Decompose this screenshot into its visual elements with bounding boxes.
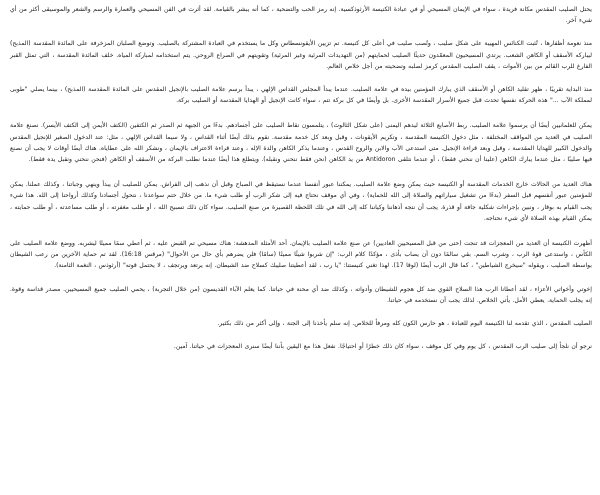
paragraph-churches: منذ نعومة أظفارها ، تُثبت الكنائس المهيبة على شكل صليب ، وتُصب صليب في أعلى كل كنيسة. تم تزيين الأيقونسطاس وكل ما يستخدم في العبادة المشتركة بالصليب. وتوضع الصلبان المزخرفة على المائدة المقدسة (المذبح) ليباركه الأسقف أو الكاهن الشعب. يرتدي المسيحيون المعمّدون حديثًا الصليب لحمايتهم (من التهديدات المرئية وغير المرئية) وتقويتهم في الصراع الروحي. يتم استخدامه لمباركة المياه. خلف المائدة المقدسة ، التي تمثل القبر الفارغ للرب القائم من بين الأموات ، يقف الصليب المقدس كرمز لصلبه وتضحيته من أجل خلاص العالم.: [10, 40, 592, 70]
paragraph-miracles: أظهرت الكنيسة أن العديد من المعجزات قد تنجت (حتى من قبل المسيحيين العاديين) عن صنع علامة الصليب بالإيمان. أحد الأمثلة المدهشة: هناك مسيحي تم القبض عليه ، ثم أعطي سمًا مميتًا ليشربه. ووضع علامة الصليب على الكأس ، واستدعى قوة الرب ، وشرب السم. بقي سالمًا دون أن يصاب بأذى ، مؤكدًا كلام الرب: "إن شربوا شيئًا مميتًا (سامًا) فلن يضرهم بأي حال من الأحوال" (مرقس 16:18). لقد تم حماية الآخرين من رعب الشيطان بواسطة الصليب ، ويقوله "سيخرج الشياطين" ، كما قال الرب أيضًا (لوقا 17). لهذا تغني كنيستنا: "يا رب ، لقد أعطيتنا صليبك كسلاح ضد الشيطان. إنه يرتعد ويرتجف ، لا يحتمل قوته" (أرثوذس ، النغمة الثامنة).: [10, 240, 592, 270]
paragraph-weapon: إخوتي وأخواتي الأعزاء ، لقد أعطانا الرب هذا السلاح القوي ضد كل هجوم للشيطان وأدواته ، وكذلك ضد أي محنة في حياتنا. كما يعلم الآباء القديسون (من خلال التجربة) ، يحمي الصليب جميع المسيحيين. مصدر قداسة وقوة. إنه يجلب الحماية. يعطي الأمل. يأتي الخلاص. لذلك يجب أن نستخدمه في حياتنا.: [10, 285, 592, 304]
paragraph-guardian: الصليب المقدس ، الذي تقدمه لنا الكنيسة اليوم للعبادة ، هو حارس الكون كله ومرفأ للخلاص. إنه سلم يأخذنا إلى الجنة ، وإلى أكثر من ذلك بكثير.: [217, 320, 592, 328]
paragraph-closing: نرجو أن نلجأ إلى صليب الرب المقدس ، كل يوم وفي كل موقف ، سواء كان ذلك خطرًا أو احتياجًا. نفعل هذا مع اليقين بأننا أيضًا سنرى المعجزات في حياتنا. آمين.: [173, 343, 592, 351]
paragraph-clergy-blessing: منذ البداية تقريبًا ، ظهر تقليد الكاهن أو الأسقف الذي يبارك المؤمنين بيده في علامة الصليب. عندما يبدأ المجلس القداس الإلهي ، يبدأ برسم علامة الصليب بالإنجيل المقدس على المائدة المقدسة (المذبح) ، بينما يصلي "طوبى لمملكة الآب ..." هذه الحركة نفسها تحدث قبل جميع الأسرار المقدسة الأخرى. بل وأيضًا في كل بركة تتم ، سواء كانت الإنجيل أو الهدايا المقدسة أو الصليب بركة.: [10, 86, 592, 105]
paragraph-daily-life: هناك العديد من الحالات خارج الخدمات المقدسة أو الكنيسة حيث يمكن وضع علامة الصليب. يمكننا عبور أنفسنا عندما نستيقظ في الصباح وقبل أن نذهب إلى الفراش. يمكن للصليب أن يبدأ وينهي وجباتنا ، وكذلك عملنا. يمكن للمؤمنين عبور أنفسهم قبل السفر (بدءًا من تشغيل سياراتهم والصلاة إلى الله للحماية) ، وفي أي موقف نحتاج فيه إلى شكر الرب أو طلب شيء ما. من خلال حتم سواعدنا ، نتحول أجسادنا وكذلك أرواحنا إلى الله. هذا شيء يجب القيام به بوقار ، ونبين بإجراءات شكلية جافة أو قذرة. يجب أن نتجه أذهاننا وكياننا كله إلى الله في تلك اللحظة القصيرة من صنع الصليب. سواء كان ذلك تسبيح الله ، أو طلب مغفرته ، أو طلب مساعدته ، أو طلب حمايته ، يمكن القيام بهذه الصلاة لأي شيء نحتاجه.: [10, 181, 592, 222]
paragraph-intro: يحتل الصليب المقدس مكانة فريدة ، سواء في الإيمان المسيحي أو في عبادة الكنيسة الأرثوذكسية. إنه رمز الحب والتضحية ، كما أنه يبشر بالقيامة. لقد أثرت في الفن المسيحي والعمارة والرسم والشعر والموسيقى أكثر من أي شيء آخر.: [10, 6, 592, 25]
paragraph-laity-sign: يمكن للعلمانيين أيضًا أن يرسموا علامة الصليب. ربط الأصابع الثلاثة ليدهم اليمنى (على شكل الثالوث) ، يتلمسون نقاط الصليب على أجسادهم. بدءًا من الجبهة ثم الصدر ثم الكتفين (الكتف الأيمن إلى الكتف الأيسر). نصنع علامة الصليب في العديد من المواقف المختلفة ، مثل دخول الكنيسة المقدسة ، وتكريم الأيقونات ، وقبل وبعد كل خدمة مقدسة. نقوم بذلك أيضًا أثناء القداس ، ولا سيما القداس الإلهي ، مثل: عند الدخول الصغير للإنجيل المقدس والدخول الكبير للهدايا المقدسة ، وقبل وبعد قراءة الإنجيل. متى استدعى الآب والابن والروح القدس ، وعندما يذكر الكاهن والدة الإله ، وعند قراءة الاعتراف بالإيمان ، ونشكر الله على عطاياه. هناك أيضًا أوقات لا يجب أن نصنع فيها صليبًا ، مثل عندما يبارك الكاهن (علينا أن ننحني فقط) ، أو عندما نتلقى Antidoron من يد الكاهن (نحن فقط ننحني ونقبله). ويتطلع هذا أيضًا عندما نطلب البركة من الأسقف أو الكاهن (فنحن ننحني ونقبل يده فقط).: [10, 122, 592, 164]
